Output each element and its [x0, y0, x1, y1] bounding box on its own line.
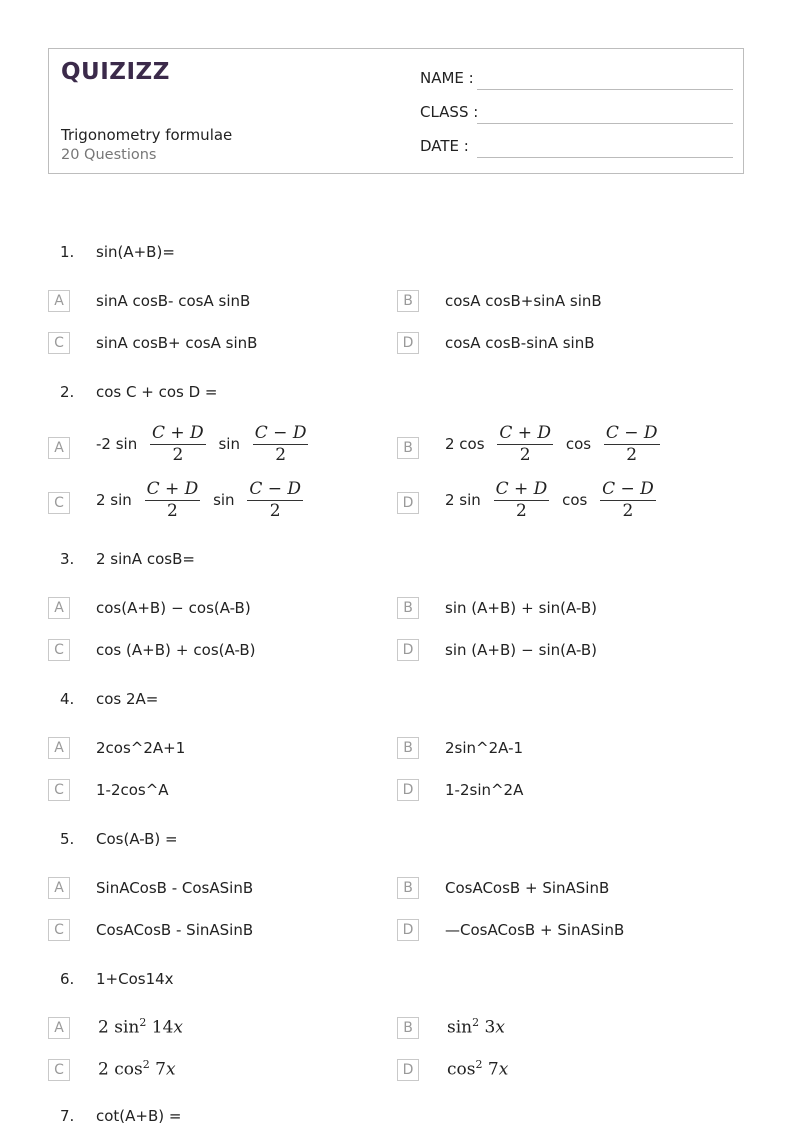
fraction: [497, 423, 553, 465]
option-letter-a[interactable]: A: [48, 1017, 70, 1039]
fraction: [145, 479, 201, 521]
question-text: sin(A+B)=: [96, 243, 175, 261]
option-word: sin: [213, 491, 235, 509]
option-letter-a[interactable]: A: [48, 437, 70, 459]
exponent: 2: [472, 1016, 480, 1029]
option-word: 2 cos: [445, 435, 485, 453]
option-b[interactable]: [445, 599, 597, 617]
question-number: 1.: [60, 243, 75, 261]
class-label: CLASS :: [420, 103, 479, 121]
fraction: [494, 479, 550, 521]
math-var: x: [173, 1017, 183, 1038]
option-b[interactable]: [445, 423, 668, 465]
option-word: 2 sin: [96, 491, 132, 509]
option-c[interactable]: CosACosB - SinASinB: [96, 921, 254, 939]
option-word: -2 sin: [96, 435, 138, 453]
option-word: 2 sin: [445, 491, 481, 509]
question-number: 6.: [60, 970, 75, 988]
math-func: 2 cos: [98, 1059, 143, 1080]
math-func: sin: [447, 1017, 473, 1038]
option-word: cos: [562, 491, 588, 509]
question-text: cos 2A=: [96, 690, 159, 708]
option-word: cos: [565, 435, 592, 453]
question-text: Cos(A-B) =: [96, 830, 178, 848]
fraction-denominator: 2: [275, 445, 287, 465]
fraction: [150, 423, 206, 465]
worksheet-title: Trigonometry formulae: [61, 126, 233, 144]
date-label: DATE :: [420, 137, 469, 155]
math-coef: 14: [151, 1017, 174, 1038]
question-count: 20 Questions: [61, 147, 157, 163]
fraction: [253, 423, 309, 465]
option-part: sin(A-B): [538, 599, 597, 617]
fraction-denominator: 2: [626, 445, 638, 465]
operator: −: [521, 641, 534, 659]
option-letter-d[interactable]: D: [397, 492, 419, 514]
question-text: 2 sinA cosB=: [96, 550, 195, 568]
name-label: NAME :: [420, 69, 474, 87]
option-letter-b[interactable]: B: [397, 290, 419, 312]
class-input-line[interactable]: [477, 123, 733, 124]
exponent: 2: [142, 1058, 150, 1071]
option-letter-a[interactable]: A: [48, 290, 70, 312]
option-c[interactable]: [96, 641, 255, 659]
option-letter-b[interactable]: B: [397, 597, 419, 619]
option-b[interactable]: cosA cosB+sinA sinB: [445, 292, 602, 310]
option-d[interactable]: [445, 479, 664, 521]
fraction-numerator: C − D: [602, 479, 654, 499]
math-func: cos: [447, 1059, 476, 1080]
option-letter-d[interactable]: D: [397, 1059, 419, 1081]
fraction-numerator: C + D: [495, 479, 548, 499]
math-var: x: [498, 1059, 509, 1080]
option-c[interactable]: [98, 1058, 176, 1080]
quizizz-logo: QUIZIZZ: [61, 59, 170, 85]
option-part: cos(A-B): [188, 599, 251, 617]
exponent: 2: [139, 1016, 147, 1029]
option-b[interactable]: 2sin^2A-1: [445, 739, 524, 757]
option-letter-a[interactable]: A: [48, 877, 70, 899]
option-part: cos(A-B): [193, 641, 256, 659]
question-number: 2.: [60, 383, 75, 401]
option-c[interactable]: [96, 479, 311, 521]
option-b[interactable]: CosACosB + SinASinB: [445, 879, 610, 897]
option-letter-c[interactable]: C: [48, 1059, 70, 1081]
name-input-line[interactable]: [477, 89, 733, 90]
option-d[interactable]: [447, 1058, 508, 1080]
option-part: sin(A-B): [538, 641, 597, 659]
option-word: sin: [218, 435, 240, 453]
fraction-numerator: C − D: [254, 423, 307, 443]
question-text: 1+Cos14x: [96, 970, 174, 988]
fraction-denominator: 2: [516, 501, 527, 521]
fraction-denominator: 2: [269, 501, 281, 521]
fraction: [247, 479, 303, 521]
option-a[interactable]: [98, 1016, 183, 1038]
option-letter-b[interactable]: B: [397, 437, 419, 459]
math-var: x: [495, 1017, 505, 1038]
option-d[interactable]: 1-2sin^2A: [445, 781, 524, 799]
math-coef: 3: [484, 1017, 496, 1038]
operator: +: [521, 599, 534, 617]
option-part: cos(A+B): [96, 599, 167, 617]
option-a[interactable]: [96, 599, 251, 617]
option-letter-d[interactable]: D: [397, 639, 419, 661]
option-a[interactable]: sinA cosB- cosA sinB: [96, 292, 251, 310]
option-letter-b[interactable]: B: [397, 1017, 419, 1039]
fraction-denominator: 2: [172, 445, 184, 465]
option-letter-a[interactable]: A: [48, 737, 70, 759]
question-number: 5.: [60, 830, 75, 848]
option-a[interactable]: [96, 423, 316, 465]
operator: −: [171, 599, 184, 617]
question-number: 7.: [60, 1107, 75, 1125]
math-var: x: [165, 1059, 176, 1080]
option-d[interactable]: —CosACosB + SinASinB: [445, 921, 625, 939]
fraction-denominator: 2: [519, 445, 531, 465]
fraction-numerator: C + D: [152, 423, 204, 443]
option-c[interactable]: sinA cosB+ cosA sinB: [96, 334, 258, 352]
question-text: cos C + cos D =: [96, 383, 218, 401]
option-letter-d[interactable]: D: [397, 919, 419, 941]
exponent: 2: [475, 1058, 483, 1071]
worksheet-header: [48, 48, 744, 174]
fraction-numerator: C + D: [499, 423, 552, 443]
option-part: sin (A+B): [445, 641, 517, 659]
question-number: 3.: [60, 550, 75, 568]
operator: +: [175, 641, 189, 659]
option-d[interactable]: [445, 641, 597, 659]
option-letter-c[interactable]: C: [48, 779, 70, 801]
fraction-numerator: C + D: [146, 479, 199, 499]
fraction-denominator: 2: [622, 501, 634, 521]
option-b[interactable]: [447, 1016, 505, 1038]
fraction-denominator: 2: [167, 501, 178, 521]
option-letter-a[interactable]: A: [48, 597, 70, 619]
fraction: [600, 479, 656, 521]
option-letter-d[interactable]: D: [397, 779, 419, 801]
option-letter-d[interactable]: D: [397, 332, 419, 354]
math-coef: 7: [487, 1059, 499, 1080]
option-a[interactable]: 2cos^2A+1: [96, 739, 186, 757]
option-letter-c[interactable]: C: [48, 332, 70, 354]
option-letter-b[interactable]: B: [397, 737, 419, 759]
fraction: [604, 423, 660, 465]
option-a[interactable]: SinACosB - CosASinB: [96, 879, 254, 897]
fraction-numerator: C − D: [605, 423, 658, 443]
date-input-line[interactable]: [477, 157, 733, 158]
option-c[interactable]: 1-2cos^A: [96, 781, 169, 799]
math-coef: 7: [155, 1059, 166, 1080]
option-part: cos (A+B): [96, 641, 171, 659]
option-letter-b[interactable]: B: [397, 877, 419, 899]
option-part: sin (A+B): [445, 599, 517, 617]
option-d[interactable]: cosA cosB-sinA sinB: [445, 334, 595, 352]
option-letter-c[interactable]: C: [48, 492, 70, 514]
option-letter-c[interactable]: C: [48, 919, 70, 941]
question-text: cot(A+B) =: [96, 1107, 182, 1125]
math-func: 2 sin: [98, 1017, 140, 1038]
question-number: 4.: [60, 690, 75, 708]
fraction-numerator: C − D: [249, 479, 302, 499]
option-letter-c[interactable]: C: [48, 639, 70, 661]
